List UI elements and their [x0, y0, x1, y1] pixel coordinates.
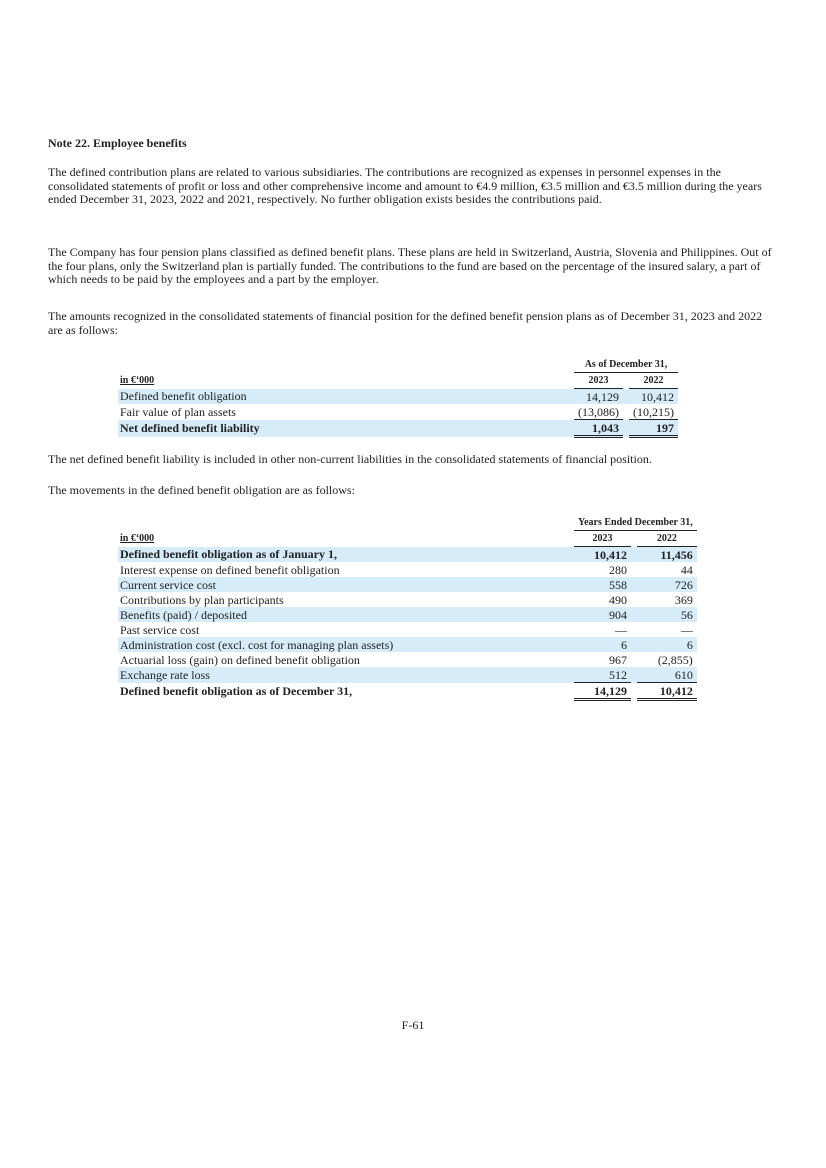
table2-col-2022: 2022: [637, 531, 697, 547]
table-row: Fair value of plan assets (13,086) (10,215): [118, 404, 678, 420]
paragraph-net-liability: The net defined benefit liability is included in other non-current liabilities in the consolidated statements of financial position.: [48, 452, 652, 466]
table-row: Actuarial loss (gain) on defined benefit obligation 967 (2,855): [120, 652, 693, 667]
table-row: Defined benefit obligation as of December 31, 14,129 10,412: [118, 683, 697, 700]
table-row: Benefits (paid) / deposited 904 56: [118, 607, 697, 622]
table-row: Contributions by plan participants 490 369: [120, 592, 693, 607]
paragraph-movements: The movements in the defined benefit obligation are as follows:: [48, 483, 355, 497]
financial-position-table: [118, 357, 678, 438]
table-row: Defined benefit obligation as of January 1, 10,412 11,456: [118, 547, 697, 563]
table-row: Administration cost (excl. cost for managing plan assets) 6 6: [118, 637, 697, 652]
table-row: Interest expense on defined benefit obligation 280 44: [120, 562, 693, 577]
paragraph-amounts-recognized: The amounts recognized in the consolidated statements of financial position for the defined benefit pension plans as of December 31, 2023 and 2022 are as follows:: [48, 309, 763, 337]
table1-col-2022: 2022: [629, 373, 678, 389]
table2-unit-label: in €‘000: [120, 533, 155, 544]
table2-col-2023: 2023: [574, 531, 631, 547]
table1-group-header: As of December 31,: [574, 357, 678, 373]
table-row: Net defined benefit liability 1,043 197: [118, 420, 678, 437]
paragraph-defined-contribution: The defined contribution plans are related to various subsidiaries. The contributions are recognized as expenses in personnel expenses in the consolidated statements of profit or loss and other comprehensive income and amount to €4.9 million, €3.5 million and €3.5 million during the years ended December 31, 2023, 2022 and 2021, respectively. No further obligation exists besides the contributions paid.: [48, 165, 762, 206]
table-row: Current service cost 558 726: [118, 577, 697, 592]
table1-col-2023: 2023: [574, 373, 623, 389]
table2-group-header: Years Ended December 31,: [574, 515, 697, 531]
benefit-obligation-movements-table: [118, 515, 697, 701]
table-row: Past service cost — —: [120, 622, 693, 637]
table1-unit-label: in €‘000: [120, 375, 155, 386]
page-number: F-61: [401, 1018, 425, 1032]
table-row: Defined benefit obligation 14,129 10,412: [118, 389, 678, 405]
note-heading: Note 22. Employee benefits: [48, 136, 187, 150]
table-row: Exchange rate loss 512 610: [118, 667, 697, 683]
paragraph-defined-benefit-plans: The Company has four pension plans classified as defined benefit plans. These plans are held in Switzerland, Austria, Slovenia and Philippines. Out of the four plans, only the Switzerland plan is partially funded. The contributions to the fund are based on the percentage of the insured salary, a part of which needs to be paid by the employees and a part by the employer.: [48, 245, 772, 286]
